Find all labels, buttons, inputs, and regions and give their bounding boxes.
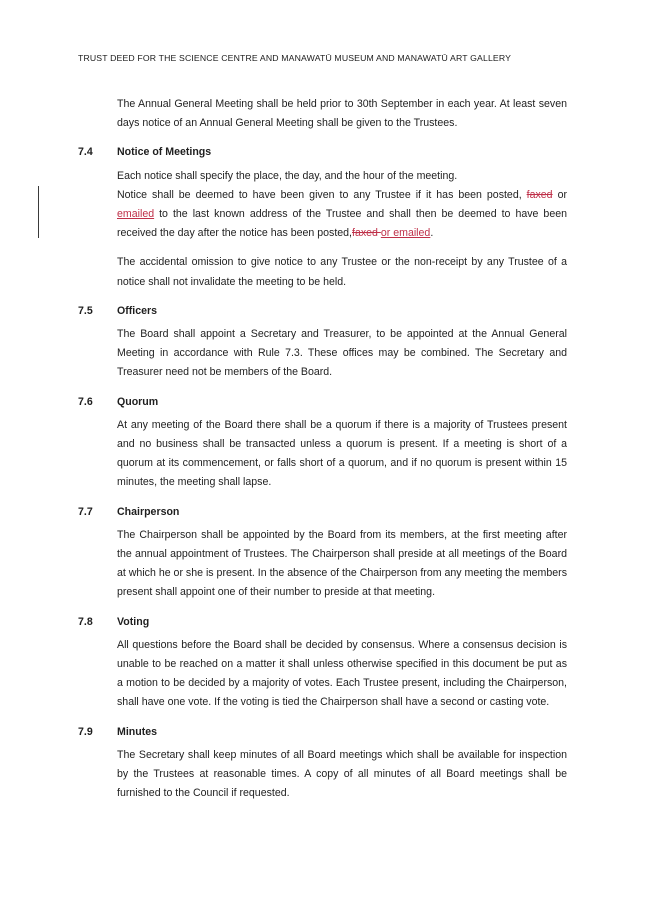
section-title: Minutes [117,725,158,738]
inserted-text-run: or emailed [380,227,431,240]
section-paragraph: At any meeting of the Board there shall be a quorum if there is a majority of Trustees present and no business shall be transacted unless a quorum is present. If a meeting is short of a quorum at its commencement, or falls short of a quorum, and if no quorum is present within 15 minutes, the meeting shall lapse. [117,418,567,489]
section-paragraph: The accidental omission to give notice to any Trustee or the non-receipt by any Trustee of a notice shall not invalidate the meeting to be held. [117,256,567,288]
section-title: Quorum [117,395,159,408]
section-paragraph: The Chairperson shall be appointed by the Board from its members, at the first meeting after the annual appointment of Trustees. The Chairperson shall preside at all meetings of the Board at which he or she is present. In the absence of the Chairperson from any meeting the members present shall appoint one of their number to preside at that meeting. [117,528,567,599]
document-header-title: TRUST DEED FOR THE SCIENCE CENTRE AND MANAWATŪ MUSEUM AND MANAWATŪ ART GALLERY [78,53,512,63]
section-title: Notice of Meetings [117,146,212,159]
revision-change-bar [38,186,39,238]
section-number: 7.5 [78,304,93,317]
section-heading [78,393,567,412]
deleted-text-run: faxed [352,227,381,240]
section-heading [78,613,567,632]
section-number: 7.8 [78,615,93,628]
section-number: 7.9 [78,725,93,738]
section-paragraph: Each notice shall specify the place, the day, and the hour of the meeting. Notice shall be deemed to have been given to any Trustee if it has been posted, faxed or emailed to the last known address of the Trustee and shall then be deemed to have been received the day after the notice has been posted,faxed or emailed. [117,169,567,240]
section-paragraph: All questions before the Board shall be decided by consensus. Where a consensus decision is unable to be reached on a matter it shall unless otherwise specified in this document be put as a motion to be decided by a majority of votes. Each Trustee present, including the Chairperson, shall have one vote. If the voting is tied the Chairperson shall have a second or casting vote. [117,638,567,709]
section-number: 7.7 [78,505,93,518]
section-title: Voting [117,615,150,628]
deleted-text-run: faxed [526,188,553,201]
section-paragraph: The Board shall appoint a Secretary and Treasurer, to be appointed at the Annual General Meeting in accordance with Rule 7.3. These offices may be combined. The Secretary and Treasurer need not be members of the Board. [117,328,567,379]
section-heading [78,503,567,522]
section-number: 7.6 [78,395,93,408]
inserted-text-run: emailed [117,208,155,221]
section-title: Chairperson [117,505,180,518]
section-heading [78,143,567,162]
section-paragraph: The Secretary shall keep minutes of all Board meetings which shall be available for inspection by the Trustees at reasonable times. A copy of all minutes of all Board meetings shall be furnished to the Council if requested. [117,748,567,800]
intro-paragraph: The Annual General Meeting shall be held prior to 30th September in each year. At least seven days notice of an Annual General Meeting shall be given to the Trustees. [117,98,567,130]
section-number: 7.4 [78,146,93,159]
document-body [78,95,567,814]
sections-container [78,143,567,803]
section-heading [78,723,567,742]
section-title: Officers [117,304,158,317]
section-heading [78,302,567,321]
